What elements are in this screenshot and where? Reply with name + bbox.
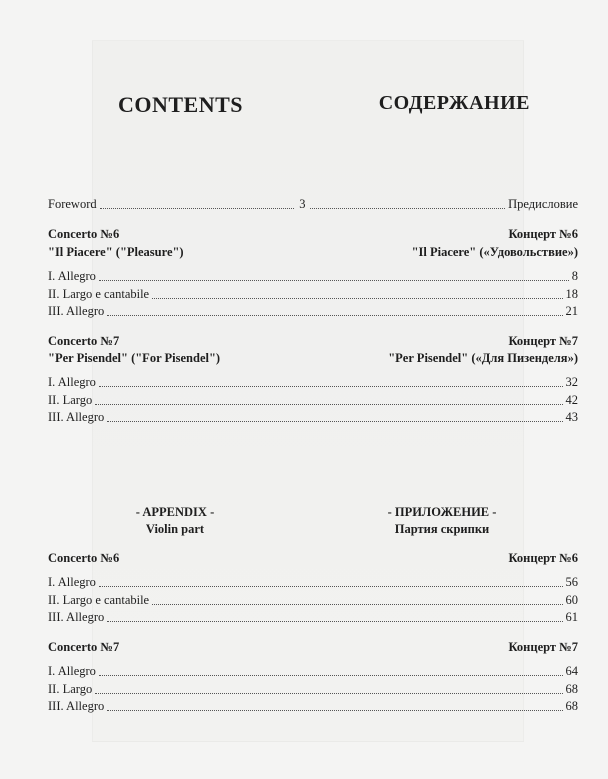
movement-label: II. Largo: [48, 682, 93, 696]
page-number: 8: [571, 269, 578, 283]
title-english: CONTENTS: [118, 92, 244, 117]
leader-dots: [152, 603, 562, 605]
appendix-heading: [110, 504, 240, 538]
page-number: 18: [565, 287, 578, 301]
toc-entry[interactable]: [48, 268, 578, 284]
toc-entry[interactable]: [48, 409, 578, 425]
movement-label: II. Largo e cantabile: [48, 287, 150, 301]
page-number: 56: [565, 575, 578, 589]
toc-entry[interactable]: [48, 286, 578, 302]
appendix-concerto6-heading: Concerto №6: [48, 551, 120, 565]
toc-entry[interactable]: [48, 574, 578, 590]
page-number: 64: [565, 664, 578, 678]
concerto7-subtitle: "Per Pisendel" ("For Pisendel"): [48, 351, 221, 365]
leader-dots: [99, 279, 569, 281]
movement-label: III. Allegro: [48, 699, 105, 713]
page-number: 32: [565, 375, 578, 389]
leader-dots: [100, 207, 295, 209]
toc-entry[interactable]: [48, 303, 578, 319]
appendix-title: - APPENDIX -: [135, 505, 215, 519]
appendix-title-russian: - ПРИЛОЖЕНИЕ -: [387, 505, 497, 519]
foreword-label: Foreword: [48, 197, 97, 211]
concerto7-subtitle-russian: "Per Pisendel" («Для Пизенделя»): [388, 351, 578, 365]
appendix-subtitle: Violin part: [145, 522, 205, 536]
movement-label: III. Allegro: [48, 410, 105, 424]
leader-dots: [152, 297, 562, 299]
concerto7-heading: Concerto №7: [48, 334, 120, 348]
toc-entry[interactable]: [48, 592, 578, 608]
toc-entry[interactable]: [48, 392, 578, 408]
leader-dots: [107, 620, 562, 622]
leader-dots: [95, 692, 562, 694]
concerto6-heading-russian: Концерт №6: [508, 227, 578, 241]
movement-label: I. Allegro: [48, 575, 96, 589]
page-number: 68: [565, 699, 578, 713]
appendix-subtitle-russian: Партия скрипки: [394, 522, 490, 536]
appendix-concerto7-heading: Concerto №7: [48, 640, 120, 654]
page-number: 43: [565, 410, 578, 424]
page-number: 60: [565, 593, 578, 607]
appendix-concerto7-heading-russian: Концерт №7: [508, 640, 578, 654]
toc-entry[interactable]: [48, 681, 578, 697]
movement-label: I. Allegro: [48, 269, 96, 283]
concerto6-subtitle: "Il Piacere" ("Pleasure"): [48, 245, 184, 259]
toc-entry[interactable]: [48, 374, 578, 390]
leader-dots: [95, 403, 562, 405]
toc-entry[interactable]: [48, 663, 578, 679]
leader-dots: [107, 709, 562, 711]
movement-label: I. Allegro: [48, 664, 96, 678]
foreword-label-russian: Предисловие: [508, 197, 578, 211]
appendix-heading-russian: [372, 504, 512, 538]
movement-label: II. Largo e cantabile: [48, 593, 150, 607]
leader-dots: [107, 314, 562, 316]
concerto6-subtitle-russian: "Il Piacere" («Удовольствие»): [411, 245, 578, 259]
bleed-through-background: [92, 40, 524, 742]
foreword-row[interactable]: [48, 196, 578, 212]
title-russian: СОДЕРЖАНИЕ: [378, 92, 530, 114]
toc-entry[interactable]: [48, 698, 578, 714]
leader-dots: [99, 585, 563, 587]
leader-dots: [99, 674, 563, 676]
toc-entry[interactable]: [48, 609, 578, 625]
leader-dots: [99, 385, 563, 387]
appendix-concerto6-heading-russian: Концерт №6: [508, 551, 578, 565]
movement-label: I. Allegro: [48, 375, 96, 389]
page-number: 61: [565, 610, 578, 624]
movement-label: III. Allegro: [48, 610, 105, 624]
leader-dots: [310, 207, 505, 209]
page-number: 68: [565, 682, 578, 696]
movement-label: II. Largo: [48, 393, 93, 407]
leader-dots: [107, 420, 562, 422]
foreword-page: 3: [299, 197, 306, 211]
page-number: 42: [565, 393, 578, 407]
page-number: 21: [565, 304, 578, 318]
concerto7-heading-russian: Концерт №7: [508, 334, 578, 348]
movement-label: III. Allegro: [48, 304, 105, 318]
concerto6-heading: Concerto №6: [48, 227, 120, 241]
